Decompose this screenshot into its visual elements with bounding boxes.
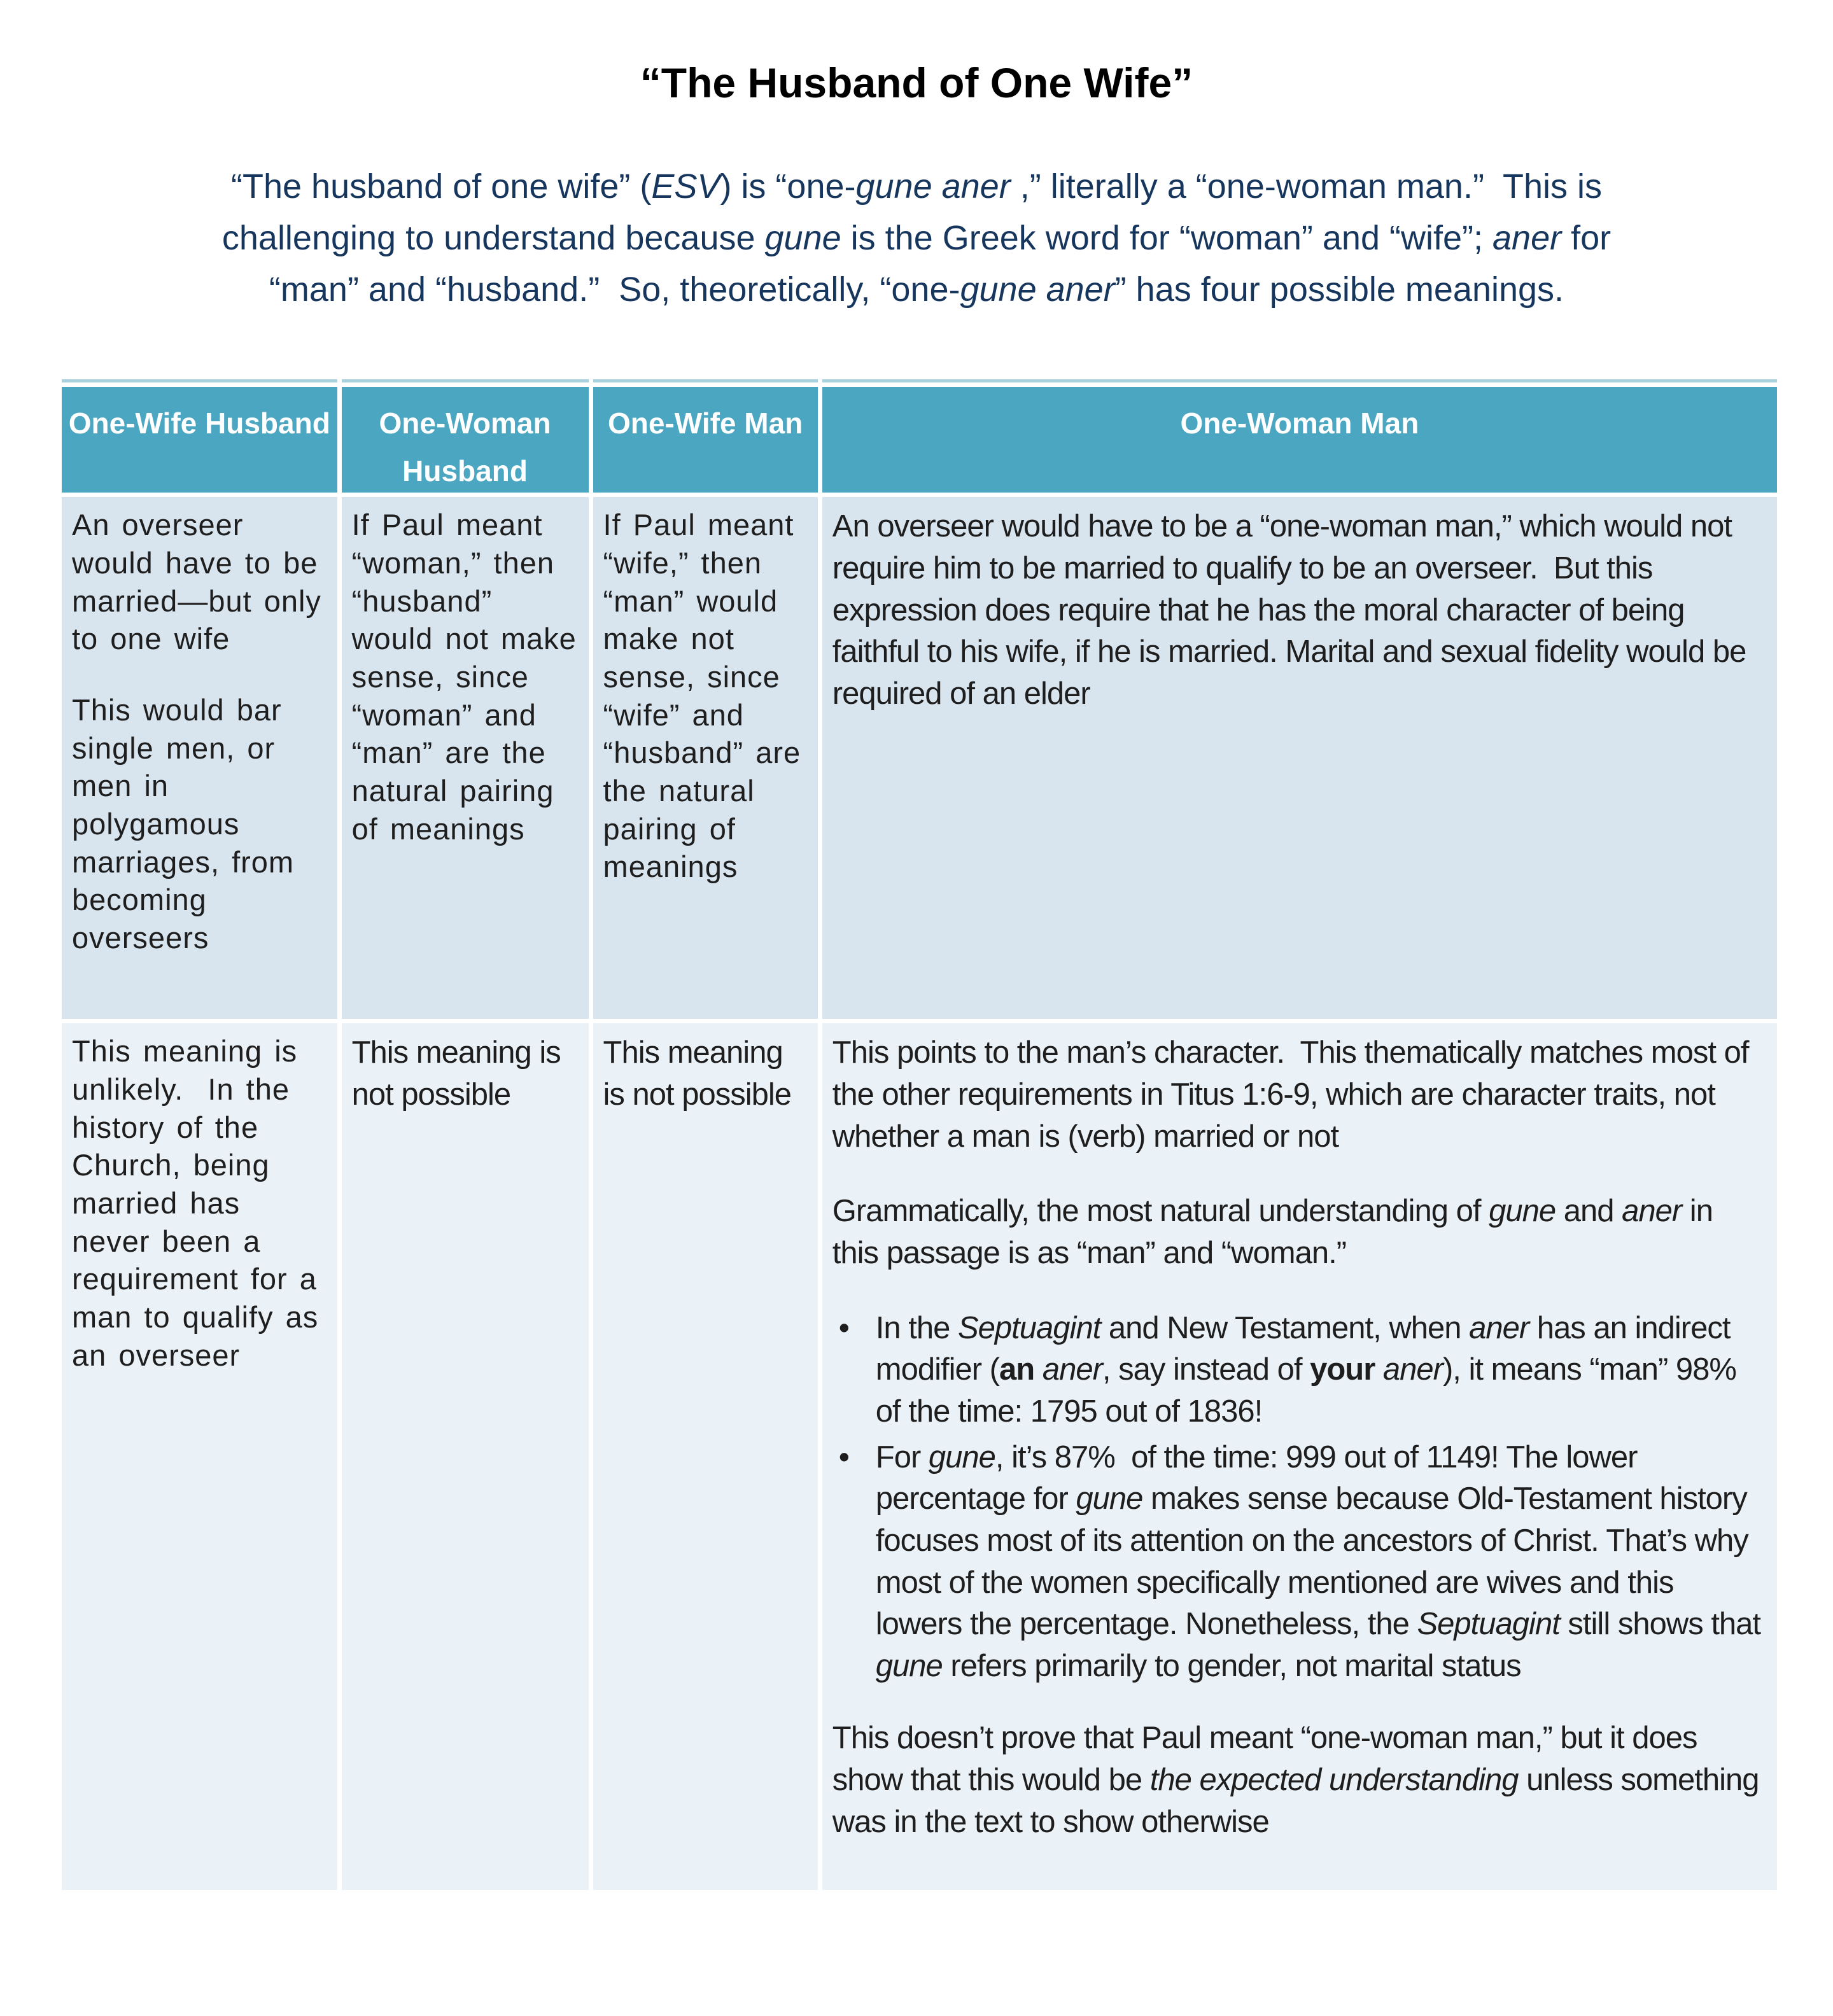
table-top-border [62, 379, 337, 382]
bullet-list [832, 1308, 1766, 1688]
intro-paragraph: “The husband of one wife” (ESV) is “one-gune aner ,” literally a “one-woman man.” This is challenging to understand because gune is the Greek word for “woman” and “wife”; aner for “man” and “husband.” So, theoretically, “one-gune aner” has four possible meanings. [221, 167, 1612, 309]
table-cell-r1-c2 [342, 497, 589, 1019]
cell-paragraph: An overseer would have to be a “one-woman man,” which would not require him to be married to qualify to be an overseer. But this expression does require that he has the moral character of being faithful to his wife, if he is married. Marital and sexual fidelity would be required of an elder [832, 509, 1746, 711]
table-cell-r2-c3 [593, 1023, 818, 1890]
table-top-border [822, 379, 1777, 382]
cell-paragraph: An overseer would have to be married—but only to one wife [72, 508, 321, 656]
column-header-1: One-Wife Husband [62, 387, 337, 493]
cell-paragraph: If Paul meant “woman,” then “husband” would not make sense, since “woman” and “man” are the natural pairing of meanings [351, 508, 577, 846]
cell-paragraph: This would bar single men, or men in polygamous marriages, from becoming overseers [72, 693, 295, 955]
column-header-3: One-Wife Man [593, 387, 818, 493]
column-header-2: One-Woman Husband [342, 387, 589, 493]
meanings-table [62, 379, 1777, 1890]
bullet-item: • For gune, it’s 87% of the time: 999 out of 1149! The lower percentage for gune makes sense because Old-Testament history focuses most of its attention on the ancestors of Christ. That’s why most of the women specifically mentioned are wives and this lowers the percentage. Nonetheless, the Septuagint still shows that gune refers primarily to gender, not marital status [839, 1437, 1766, 1688]
cell-paragraph: Grammatically, the most natural understanding of gune and aner in this passage is as “man” and “woman.” [832, 1194, 1713, 1270]
cell-paragraph: This meaning is unlikely. In the history of the Church, being married has never been a requirement for a man to qualify as an overseer [72, 1034, 319, 1372]
slide [0, 61, 1833, 2016]
column-header-4: One-Woman Man [822, 387, 1777, 493]
table-cell-r1-c4 [822, 497, 1777, 1019]
table-cell-r2-c2 [342, 1023, 589, 1890]
table-cell-r2-c4 [822, 1023, 1777, 1890]
cell-paragraph: This points to the man’s character. This thematically matches most of the other requirements in Titus 1:6-9, which are character traits, not whether a man is (verb) married or not [832, 1035, 1749, 1154]
table-cell-r1-c3 [593, 497, 818, 1019]
cell-paragraph: This doesn’t prove that Paul meant “one-woman man,” but it does show that this would be the expected understanding unless something was in the text to show otherwise [832, 1721, 1759, 1839]
table-top-border [342, 379, 589, 382]
page-title: “The Husband of One Wife” [640, 59, 1193, 106]
table-cell-r2-c1 [62, 1023, 337, 1890]
cell-paragraph: If Paul meant “wife,” then “man” would make not sense, since “wife” and “husband” are the natural pairing of meanings [603, 508, 801, 884]
cell-paragraph: This meaning is not possible [351, 1035, 561, 1112]
cell-paragraph: This meaning is not possible [603, 1035, 792, 1112]
bullet-item: • In the Septuagint and New Testament, when aner has an indirect modifier (an aner, say instead of your aner), it means “man” 98% of the time: 1795 out of 1836! [839, 1308, 1766, 1433]
table-top-border [593, 379, 818, 382]
table-cell-r1-c1 [62, 497, 337, 1019]
